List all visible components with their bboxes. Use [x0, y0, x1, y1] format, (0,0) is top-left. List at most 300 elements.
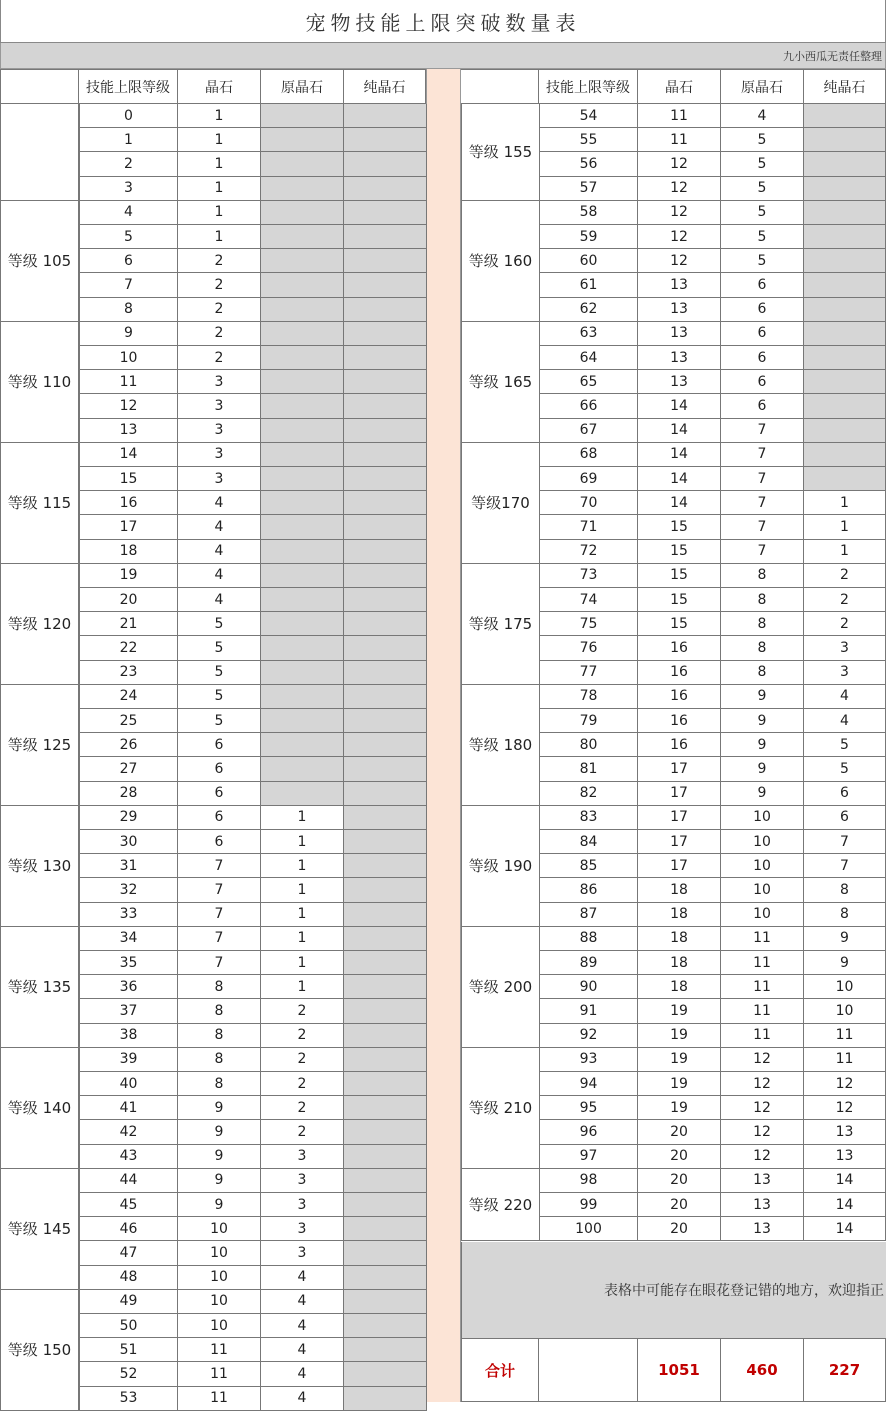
- pure-crystal-cell: 9: [804, 927, 886, 951]
- raw-crystal-cell: 3: [261, 1217, 344, 1241]
- skill-level-cell: 66: [539, 394, 638, 418]
- crystal-cell: 15: [638, 588, 721, 612]
- skill-level-cell: 3: [79, 177, 178, 201]
- crystal-cell: 3: [178, 467, 261, 491]
- header-skill-level-left: 技能上限等级: [78, 69, 178, 104]
- raw-crystal-cell: 13: [721, 1193, 804, 1217]
- crystal-cell: 17: [638, 854, 721, 878]
- skill-level-cell: 34: [79, 927, 178, 951]
- pure-crystal-cell: [344, 467, 427, 491]
- skill-level-cell: 31: [79, 854, 178, 878]
- raw-crystal-cell: 6: [721, 370, 804, 394]
- pure-crystal-cell: [344, 830, 427, 854]
- raw-crystal-cell: 2: [261, 1048, 344, 1072]
- raw-crystal-cell: 2: [261, 1096, 344, 1120]
- pure-crystal-cell: 1: [804, 515, 886, 539]
- header-raw-crystal-left: 原晶石: [260, 69, 344, 104]
- skill-level-cell: 22: [79, 636, 178, 660]
- group-label-left: 等级 110: [0, 322, 79, 443]
- pure-crystal-cell: [344, 709, 427, 733]
- crystal-cell: 5: [178, 636, 261, 660]
- skill-level-cell: 89: [539, 951, 638, 975]
- pure-crystal-cell: 6: [804, 806, 886, 830]
- skill-level-cell: 93: [539, 1048, 638, 1072]
- group-label-right: 等级 220: [461, 1169, 540, 1242]
- crystal-cell: 11: [638, 104, 721, 128]
- raw-crystal-cell: [261, 685, 344, 709]
- crystal-cell: 8: [178, 975, 261, 999]
- pure-crystal-cell: [344, 491, 427, 515]
- raw-crystal-cell: [261, 588, 344, 612]
- raw-crystal-cell: 9: [721, 709, 804, 733]
- raw-crystal-cell: 1: [261, 830, 344, 854]
- crystal-cell: 9: [178, 1120, 261, 1144]
- raw-crystal-cell: 12: [721, 1048, 804, 1072]
- skill-level-cell: 97: [539, 1145, 638, 1169]
- skill-level-cell: 52: [79, 1362, 178, 1386]
- raw-crystal-cell: 12: [721, 1096, 804, 1120]
- crystal-cell: 1: [178, 177, 261, 201]
- pure-crystal-cell: [344, 806, 427, 830]
- group-label-right: 等级 175: [461, 564, 540, 685]
- pure-crystal-cell: [344, 177, 427, 201]
- total-crystal: 1051: [638, 1339, 721, 1402]
- raw-crystal-cell: [261, 467, 344, 491]
- crystal-cell: 4: [178, 540, 261, 564]
- crystal-cell: 19: [638, 1048, 721, 1072]
- group-label-right: 等级 200: [461, 927, 540, 1048]
- group-label-left: 等级 120: [0, 564, 79, 685]
- skill-level-cell: 4: [79, 201, 178, 225]
- skill-level-cell: 68: [539, 443, 638, 467]
- crystal-cell: 1: [178, 152, 261, 176]
- group-label-right: 等级 160: [461, 201, 540, 322]
- raw-crystal-cell: [261, 419, 344, 443]
- raw-crystal-cell: 3: [261, 1145, 344, 1169]
- crystal-cell: 3: [178, 443, 261, 467]
- raw-crystal-cell: 1: [261, 806, 344, 830]
- group-label-left: 等级 145: [0, 1169, 79, 1290]
- crystal-cell: 8: [178, 1024, 261, 1048]
- pure-crystal-cell: [344, 1048, 427, 1072]
- raw-crystal-cell: [261, 201, 344, 225]
- raw-crystal-cell: 4: [261, 1387, 344, 1411]
- pure-crystal-cell: [344, 298, 427, 322]
- group-label-left: 等级 130: [0, 806, 79, 927]
- raw-crystal-cell: [261, 540, 344, 564]
- crystal-cell: 7: [178, 951, 261, 975]
- skill-level-cell: 28: [79, 782, 178, 806]
- skill-level-cell: 29: [79, 806, 178, 830]
- raw-crystal-cell: 8: [721, 612, 804, 636]
- raw-crystal-cell: 5: [721, 201, 804, 225]
- header-pure-crystal-left: 纯晶石: [343, 69, 426, 104]
- raw-crystal-cell: 1: [261, 975, 344, 999]
- skill-level-cell: 7: [79, 273, 178, 297]
- header-pure-crystal-right: 纯晶石: [803, 69, 886, 104]
- crystal-cell: 18: [638, 878, 721, 902]
- pure-crystal-cell: [344, 443, 427, 467]
- crystal-cell: 20: [638, 1169, 721, 1193]
- skill-level-cell: 9: [79, 322, 178, 346]
- crystal-cell: 7: [178, 878, 261, 902]
- group-label-right: 等级 190: [461, 806, 540, 927]
- pure-crystal-cell: 12: [804, 1096, 886, 1120]
- raw-crystal-cell: 7: [721, 419, 804, 443]
- crystal-cell: 2: [178, 298, 261, 322]
- raw-crystal-cell: [261, 298, 344, 322]
- crystal-cell: 2: [178, 322, 261, 346]
- skill-level-cell: 41: [79, 1096, 178, 1120]
- raw-crystal-cell: 7: [721, 540, 804, 564]
- skill-level-cell: 58: [539, 201, 638, 225]
- crystal-cell: 17: [638, 782, 721, 806]
- pure-crystal-cell: [804, 419, 886, 443]
- skill-level-cell: 36: [79, 975, 178, 999]
- skill-level-cell: 15: [79, 467, 178, 491]
- raw-crystal-cell: 6: [721, 322, 804, 346]
- skill-level-cell: 43: [79, 1145, 178, 1169]
- header-raw-crystal-right: 原晶石: [720, 69, 804, 104]
- crystal-cell: 19: [638, 1096, 721, 1120]
- crystal-cell: 2: [178, 273, 261, 297]
- skill-level-cell: 5: [79, 225, 178, 249]
- skill-level-cell: 40: [79, 1072, 178, 1096]
- skill-level-cell: 83: [539, 806, 638, 830]
- pure-crystal-cell: [344, 1193, 427, 1217]
- pure-crystal-cell: [804, 467, 886, 491]
- pure-crystal-cell: 11: [804, 1024, 886, 1048]
- crystal-cell: 4: [178, 588, 261, 612]
- crystal-cell: 5: [178, 709, 261, 733]
- raw-crystal-cell: 10: [721, 806, 804, 830]
- crystal-cell: 1: [178, 201, 261, 225]
- skill-level-cell: 55: [539, 128, 638, 152]
- raw-crystal-cell: 12: [721, 1145, 804, 1169]
- raw-crystal-cell: 9: [721, 782, 804, 806]
- crystal-cell: 12: [638, 201, 721, 225]
- raw-crystal-cell: 2: [261, 1120, 344, 1144]
- separator-stripe: [426, 69, 461, 1402]
- skill-level-cell: 65: [539, 370, 638, 394]
- pure-crystal-cell: [344, 225, 427, 249]
- skill-level-cell: 61: [539, 273, 638, 297]
- skill-level-cell: 86: [539, 878, 638, 902]
- crystal-cell: 16: [638, 636, 721, 660]
- skill-level-cell: 13: [79, 419, 178, 443]
- pure-crystal-cell: [344, 854, 427, 878]
- raw-crystal-cell: 9: [721, 733, 804, 757]
- pure-crystal-cell: [804, 322, 886, 346]
- skill-level-cell: 95: [539, 1096, 638, 1120]
- crystal-cell: 18: [638, 903, 721, 927]
- raw-crystal-cell: 13: [721, 1169, 804, 1193]
- raw-crystal-cell: [261, 612, 344, 636]
- raw-crystal-cell: 4: [261, 1266, 344, 1290]
- crystal-cell: 6: [178, 830, 261, 854]
- pure-crystal-cell: [344, 878, 427, 902]
- pure-crystal-cell: [344, 1096, 427, 1120]
- skill-level-cell: 69: [539, 467, 638, 491]
- skill-level-cell: 46: [79, 1217, 178, 1241]
- pure-crystal-cell: 14: [804, 1217, 886, 1241]
- skill-level-cell: 47: [79, 1241, 178, 1265]
- pure-crystal-cell: 14: [804, 1169, 886, 1193]
- crystal-cell: 14: [638, 419, 721, 443]
- raw-crystal-cell: [261, 225, 344, 249]
- crystal-cell: 11: [178, 1338, 261, 1362]
- skill-level-cell: 67: [539, 419, 638, 443]
- pure-crystal-cell: 13: [804, 1120, 886, 1144]
- skill-level-cell: 75: [539, 612, 638, 636]
- skill-level-cell: 60: [539, 249, 638, 273]
- pure-crystal-cell: [804, 201, 886, 225]
- raw-crystal-cell: 1: [261, 927, 344, 951]
- pure-crystal-cell: [344, 540, 427, 564]
- pure-crystal-cell: [344, 999, 427, 1023]
- raw-crystal-cell: 2: [261, 1072, 344, 1096]
- skill-level-cell: 16: [79, 491, 178, 515]
- pure-crystal-cell: [804, 152, 886, 176]
- pure-crystal-cell: [804, 249, 886, 273]
- skill-level-cell: 2: [79, 152, 178, 176]
- crystal-cell: 17: [638, 757, 721, 781]
- pure-crystal-cell: [804, 394, 886, 418]
- raw-crystal-cell: 1: [261, 878, 344, 902]
- skill-level-cell: 32: [79, 878, 178, 902]
- skill-level-cell: 51: [79, 1338, 178, 1362]
- raw-crystal-cell: 2: [261, 1024, 344, 1048]
- skill-level-cell: 88: [539, 927, 638, 951]
- crystal-cell: 1: [178, 104, 261, 128]
- total-raw-crystal: 460: [721, 1339, 804, 1402]
- raw-crystal-cell: 5: [721, 225, 804, 249]
- pure-crystal-cell: [344, 104, 427, 128]
- total-pure-crystal: 227: [804, 1339, 886, 1402]
- crystal-cell: 11: [178, 1362, 261, 1386]
- pure-crystal-cell: [344, 636, 427, 660]
- pure-crystal-cell: [344, 757, 427, 781]
- skill-level-cell: 59: [539, 225, 638, 249]
- raw-crystal-cell: 9: [721, 685, 804, 709]
- raw-crystal-cell: 2: [261, 999, 344, 1023]
- pure-crystal-cell: 11: [804, 1048, 886, 1072]
- skill-level-cell: 84: [539, 830, 638, 854]
- crystal-cell: 4: [178, 515, 261, 539]
- crystal-cell: 16: [638, 661, 721, 685]
- crystal-cell: 1: [178, 225, 261, 249]
- pure-crystal-cell: 10: [804, 975, 886, 999]
- pure-crystal-cell: [804, 128, 886, 152]
- raw-crystal-cell: 11: [721, 975, 804, 999]
- header-blank-left: [0, 69, 79, 104]
- skill-level-cell: 23: [79, 661, 178, 685]
- pure-crystal-cell: 2: [804, 564, 886, 588]
- crystal-cell: 13: [638, 298, 721, 322]
- pure-crystal-cell: [344, 1145, 427, 1169]
- raw-crystal-cell: 11: [721, 951, 804, 975]
- skill-level-cell: 49: [79, 1290, 178, 1314]
- skill-level-cell: 64: [539, 346, 638, 370]
- crystal-cell: 14: [638, 491, 721, 515]
- pure-crystal-cell: [344, 249, 427, 273]
- raw-crystal-cell: [261, 322, 344, 346]
- crystal-cell: 12: [638, 152, 721, 176]
- skill-level-cell: 1: [79, 128, 178, 152]
- skill-level-cell: 48: [79, 1266, 178, 1290]
- pure-crystal-cell: [804, 443, 886, 467]
- skill-level-cell: 63: [539, 322, 638, 346]
- raw-crystal-cell: 11: [721, 1024, 804, 1048]
- group-label-left: 等级 115: [0, 443, 79, 564]
- raw-crystal-cell: 3: [261, 1169, 344, 1193]
- skill-level-cell: 71: [539, 515, 638, 539]
- pure-crystal-cell: [344, 1217, 427, 1241]
- skill-level-cell: 37: [79, 999, 178, 1023]
- raw-crystal-cell: [261, 782, 344, 806]
- pure-crystal-cell: [344, 564, 427, 588]
- pure-crystal-cell: 8: [804, 878, 886, 902]
- skill-level-cell: 33: [79, 903, 178, 927]
- skill-level-cell: 8: [79, 298, 178, 322]
- pure-crystal-cell: [344, 1314, 427, 1338]
- raw-crystal-cell: [261, 177, 344, 201]
- pure-crystal-cell: [344, 515, 427, 539]
- group-label-right: 等级 155: [461, 104, 540, 201]
- crystal-cell: 3: [178, 370, 261, 394]
- crystal-cell: 13: [638, 322, 721, 346]
- skill-level-cell: 6: [79, 249, 178, 273]
- crystal-cell: 4: [178, 564, 261, 588]
- pure-crystal-cell: [344, 903, 427, 927]
- crystal-cell: 9: [178, 1169, 261, 1193]
- pure-crystal-cell: [344, 1362, 427, 1386]
- raw-crystal-cell: 8: [721, 564, 804, 588]
- raw-crystal-cell: 12: [721, 1120, 804, 1144]
- group-label-left: 等级 135: [0, 927, 79, 1048]
- credit-text: 九小西瓜无责任整理: [0, 43, 886, 69]
- crystal-cell: 14: [638, 394, 721, 418]
- skill-level-cell: 62: [539, 298, 638, 322]
- skill-level-cell: 21: [79, 612, 178, 636]
- crystal-cell: 3: [178, 394, 261, 418]
- pure-crystal-cell: 8: [804, 903, 886, 927]
- skill-level-cell: 14: [79, 443, 178, 467]
- pure-crystal-cell: [344, 201, 427, 225]
- skill-level-cell: 50: [79, 1314, 178, 1338]
- skill-level-cell: 91: [539, 999, 638, 1023]
- skill-level-cell: 94: [539, 1072, 638, 1096]
- pure-crystal-cell: [344, 152, 427, 176]
- raw-crystal-cell: 10: [721, 854, 804, 878]
- skill-level-cell: 19: [79, 564, 178, 588]
- raw-crystal-cell: 7: [721, 491, 804, 515]
- pure-crystal-cell: [804, 346, 886, 370]
- crystal-cell: 7: [178, 927, 261, 951]
- skill-level-cell: 57: [539, 177, 638, 201]
- skill-level-cell: 27: [79, 757, 178, 781]
- skill-level-cell: 87: [539, 903, 638, 927]
- crystal-cell: 17: [638, 830, 721, 854]
- crystal-cell: 6: [178, 757, 261, 781]
- skill-level-cell: 77: [539, 661, 638, 685]
- raw-crystal-cell: 10: [721, 903, 804, 927]
- raw-crystal-cell: [261, 346, 344, 370]
- crystal-cell: 14: [638, 443, 721, 467]
- pure-crystal-cell: [344, 685, 427, 709]
- skill-level-cell: 18: [79, 540, 178, 564]
- pure-crystal-cell: 10: [804, 999, 886, 1023]
- raw-crystal-cell: 6: [721, 394, 804, 418]
- skill-level-cell: 56: [539, 152, 638, 176]
- page-title: 宠物技能上限突破数量表: [0, 0, 886, 43]
- pure-crystal-cell: 2: [804, 612, 886, 636]
- group-label-left: 等级 150: [0, 1290, 79, 1411]
- raw-crystal-cell: 10: [721, 878, 804, 902]
- crystal-cell: 16: [638, 733, 721, 757]
- raw-crystal-cell: [261, 152, 344, 176]
- crystal-cell: 5: [178, 685, 261, 709]
- skill-level-cell: 35: [79, 951, 178, 975]
- raw-crystal-cell: 3: [261, 1193, 344, 1217]
- group-label-right: 等级 180: [461, 685, 540, 806]
- skill-level-cell: 82: [539, 782, 638, 806]
- crystal-cell: 15: [638, 540, 721, 564]
- crystal-cell: 6: [178, 782, 261, 806]
- pure-crystal-cell: [344, 612, 427, 636]
- raw-crystal-cell: 4: [261, 1314, 344, 1338]
- pure-crystal-cell: 1: [804, 491, 886, 515]
- group-label-right: 等级 210: [461, 1048, 540, 1169]
- pure-crystal-cell: 14: [804, 1193, 886, 1217]
- pure-crystal-cell: [344, 1266, 427, 1290]
- raw-crystal-cell: 4: [261, 1362, 344, 1386]
- crystal-cell: 19: [638, 999, 721, 1023]
- group-label-left: [0, 104, 79, 201]
- crystal-cell: 6: [178, 806, 261, 830]
- crystal-cell: 5: [178, 612, 261, 636]
- pure-crystal-cell: [804, 370, 886, 394]
- skill-level-cell: 80: [539, 733, 638, 757]
- raw-crystal-cell: [261, 370, 344, 394]
- raw-crystal-cell: [261, 104, 344, 128]
- raw-crystal-cell: [261, 709, 344, 733]
- pure-crystal-cell: 5: [804, 733, 886, 757]
- skill-level-cell: 24: [79, 685, 178, 709]
- crystal-cell: 13: [638, 273, 721, 297]
- crystal-cell: 8: [178, 999, 261, 1023]
- pure-crystal-cell: [344, 927, 427, 951]
- pure-crystal-cell: [344, 733, 427, 757]
- crystal-cell: 7: [178, 903, 261, 927]
- pure-crystal-cell: [344, 1387, 427, 1411]
- crystal-cell: 9: [178, 1193, 261, 1217]
- crystal-cell: 18: [638, 951, 721, 975]
- crystal-cell: 15: [638, 612, 721, 636]
- raw-crystal-cell: 3: [261, 1241, 344, 1265]
- pure-crystal-cell: 3: [804, 661, 886, 685]
- raw-crystal-cell: 8: [721, 636, 804, 660]
- pure-crystal-cell: [344, 1024, 427, 1048]
- pure-crystal-cell: [344, 1120, 427, 1144]
- total-skill-level-cell: [539, 1339, 638, 1402]
- skill-level-cell: 10: [79, 346, 178, 370]
- skill-level-cell: 73: [539, 564, 638, 588]
- pure-crystal-cell: 7: [804, 830, 886, 854]
- crystal-cell: 9: [178, 1096, 261, 1120]
- raw-crystal-cell: 8: [721, 661, 804, 685]
- crystal-cell: 11: [638, 128, 721, 152]
